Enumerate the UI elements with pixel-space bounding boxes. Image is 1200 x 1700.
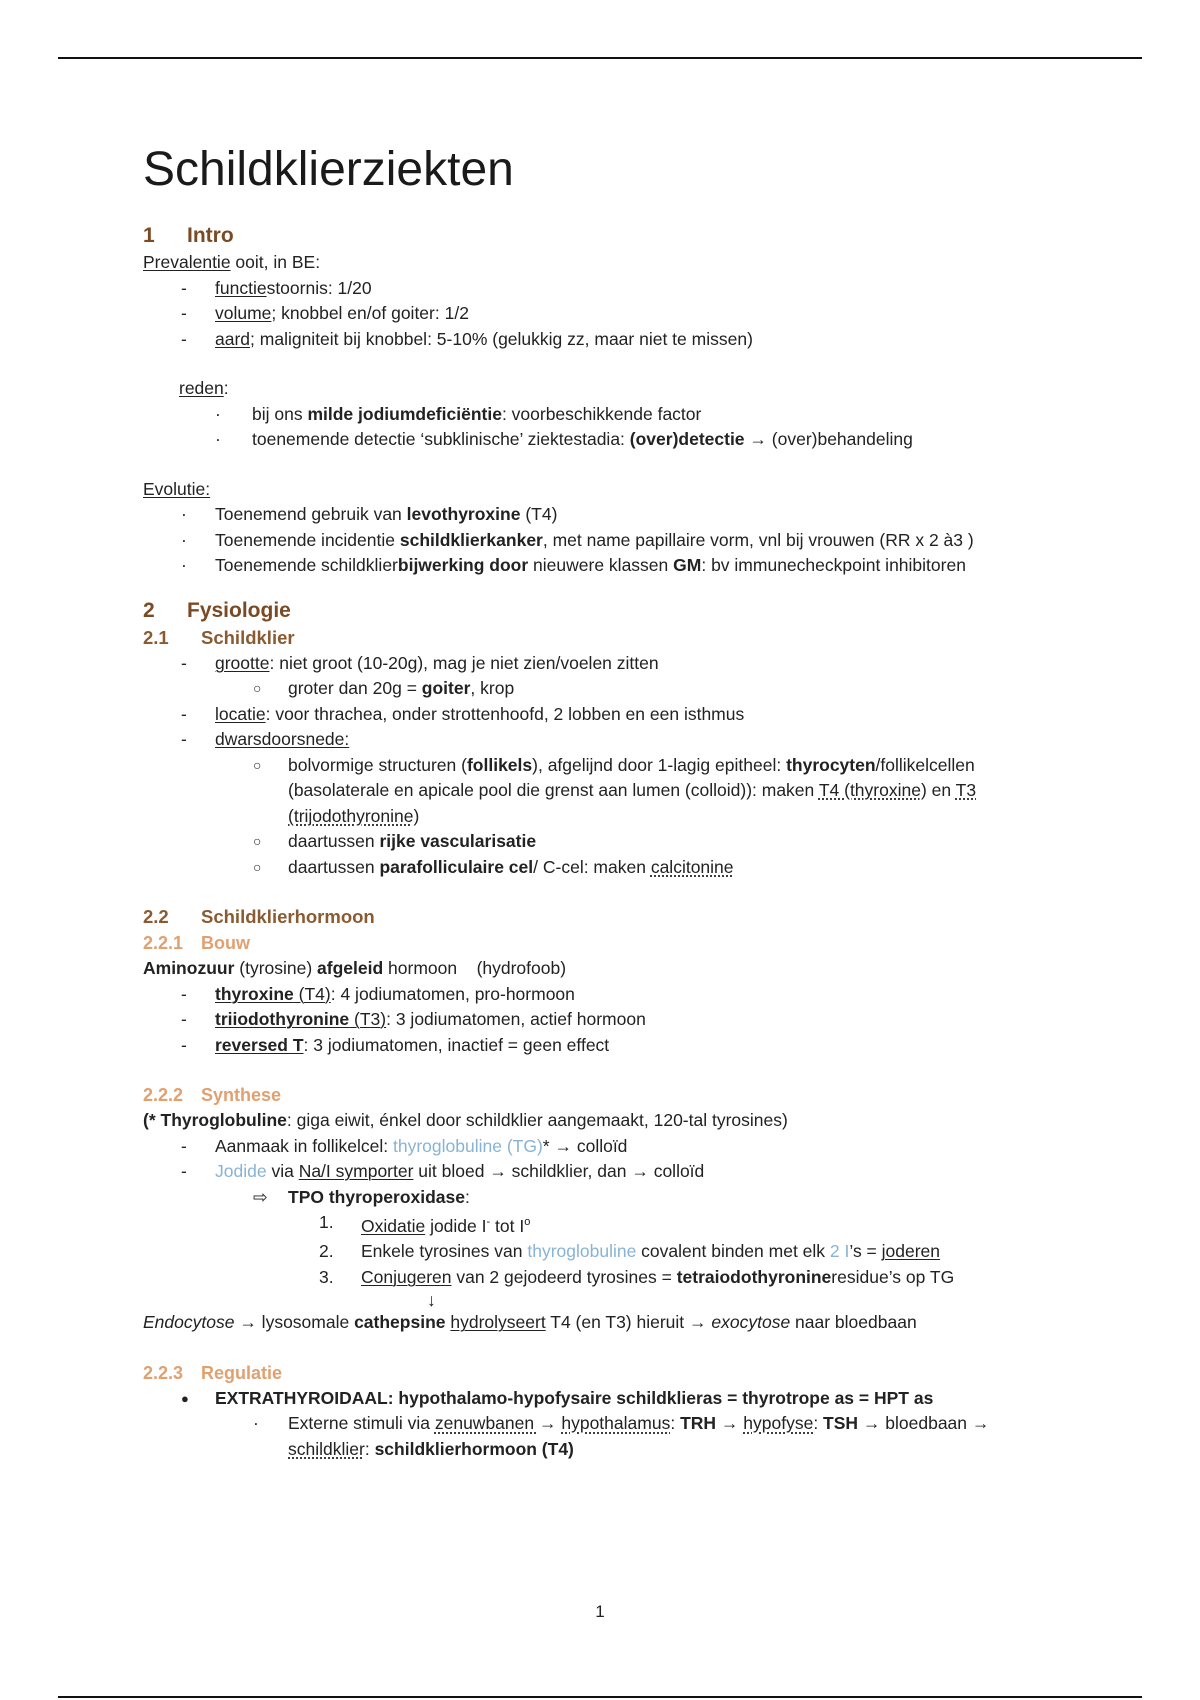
list-item: ○ daartussen parafolliculaire cel/ C-cel: maken calcitonine (253, 856, 734, 877)
list-item: - dwarsdoorsnede: (181, 729, 350, 749)
section-2-2-3-heading: 2.2.3 Regulatie (143, 1362, 283, 1383)
endocytose-line: Endocytose → lysosomale cathepsine hydrolyseert T4 (en T3) hieruit → exocytose naar bloedbaan (143, 1312, 917, 1333)
list-item: ○ daartussen rijke vascularisatie (253, 831, 537, 851)
page-title: Schildklierziekten (143, 143, 514, 196)
list-item: - grootte: niet groot (10-20g), mag je niet zien/voelen zitten (181, 652, 659, 673)
list-item: ○ groter dan 20g = goiter, krop (253, 678, 515, 698)
prevalentie-line: Prevalentie ooit, in BE: (143, 252, 321, 272)
section-2-2-1-heading: 2.2.1 Bouw (143, 933, 250, 953)
page-number: 1 (595, 1602, 605, 1621)
list-item: - locatie: voor thrachea, onder strottenhoofd, 2 lobben en een isthmus (181, 703, 745, 724)
thyroglobuline-note: (* Thyroglobuline: giga eiwit, énkel door schildklier aangemaakt, 120-tal tyrosines) (143, 1110, 788, 1130)
list-item: · toenemende detectie ‘subklinische’ ziektestadia: (over)detectie → (over)behandeling (215, 429, 913, 449)
section-2-heading: 2 Fysiologie (143, 598, 291, 622)
reden-label: reden: (179, 378, 229, 398)
bottom-rule (58, 1696, 1142, 1698)
section-1-heading: 1 Intro (143, 224, 234, 247)
list-item: - reversed T: 3 jodiumatomen, inactief = geen effect (181, 1034, 610, 1055)
bouw-line: Aminozuur (tyrosine) afgeleid hormoon (hydrofoob) (143, 958, 567, 978)
list-item: · Toenemende incidentie schildklierkanker, met name papillaire vorm, vnl bij vrouwen (RR x 2 à3 ) (181, 529, 974, 550)
section-2-1-heading: 2.1 Schildklier (143, 626, 295, 648)
list-item: - aard; maligniteit bij knobbel: 5-10% (gelukkig zz, maar niet te missen) (181, 328, 753, 349)
list-item: · Toenemend gebruik van levothyroxine (T4) (181, 504, 558, 524)
evolutie-label: Evolutie: (143, 478, 211, 499)
list-item: · Toenemende schildklierbijwerking door nieuwere klassen GM: bv immunecheckpoint inhibitoren (181, 555, 966, 575)
list-item: 1. Oxidatie jodide I- tot $I^o$ (319, 1212, 531, 1236)
list-item: - Aanmaak in follikelcel: thyroglobuline (TG)* → colloïd (181, 1135, 628, 1156)
list-item: - functiestoornis: 1/20 (181, 277, 372, 298)
down-arrow: ↓ (427, 1290, 436, 1311)
section-2-2-heading: 2.2 Schildklierhormoon (143, 906, 375, 927)
list-item: ● EXTRATHYROIDAAL: hypothalamo-hypofysaire schildklieras = thyrotrope as = HPT as (181, 1387, 934, 1408)
list-item: 2. Enkele tyrosines van thyroglobuline covalent binden met elk 2 I’s = joderen (319, 1241, 941, 1262)
page-body (143, 140, 1073, 1462)
list-item: - Jodide via Na/I symporter uit bloed → schildklier, dan → colloïd (181, 1161, 705, 1181)
list-item: ○ bolvormige structuren (follikels), afgelijnd door 1-lagig epitheel: thyrocyten/follikelcellen (basolaterale en apicale pool die grenst aan lumen (colloid)): maken T4 (thyroxine) en T3 (trijodothyronine) (253, 754, 977, 826)
list-item: 3. Conjugeren van 2 gejodeerd tyrosines = tetraiodothyronineresidue’s op TG (319, 1266, 955, 1287)
list-item: - volume; knobbel en/of goiter: 1/2 (181, 303, 469, 323)
list-item: · Externe stimuli via zenuwbanen → hypothalamus: TRH → hypofyse: TSH → bloedbaan → schildklier: schildklierhormoon (T4) (253, 1413, 990, 1459)
list-item: - thyroxine (T4): 4 jodiumatomen, pro-hormoon (181, 983, 575, 1004)
list-item: - triiodothyronine (T3): 3 jodiumatomen, actief hormoon (181, 1009, 646, 1029)
tpo-line: ⇨ TPO thyroperoxidase: (253, 1186, 470, 1207)
section-2-2-2-heading: 2.2.2 Synthese (143, 1085, 282, 1105)
top-rule (58, 57, 1142, 59)
list-item: · bij ons milde jodiumdeficiëntie: voorbeschikkende factor (215, 403, 702, 424)
